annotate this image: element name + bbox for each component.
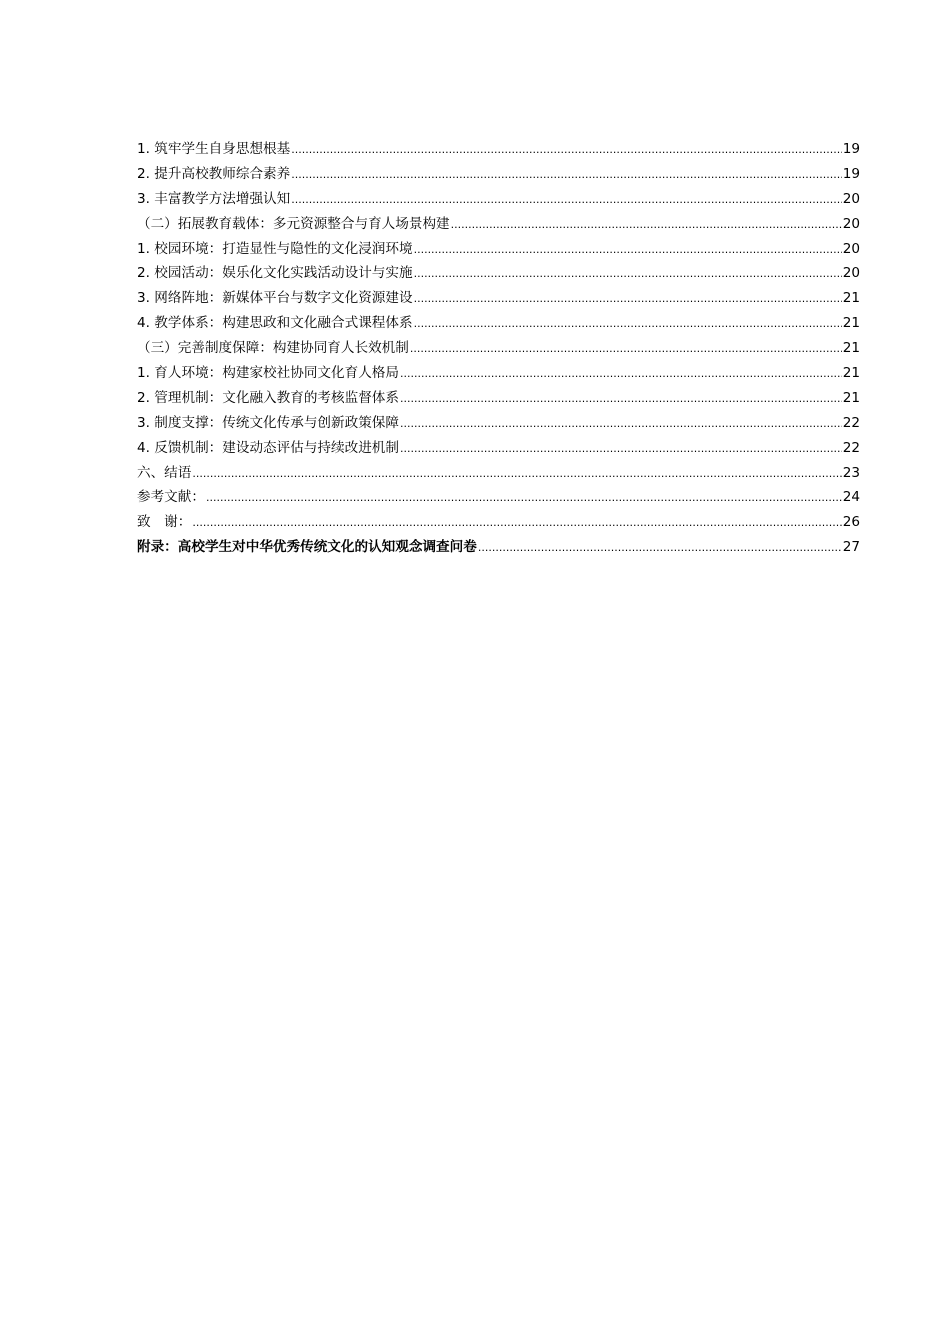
toc-dot-leader: [410, 336, 842, 362]
toc-dot-leader: [206, 485, 842, 511]
toc-entry[interactable]: [137, 187, 860, 212]
toc-dot-leader: [414, 237, 842, 263]
toc-entry-page: 21: [842, 315, 860, 332]
toc-entry[interactable]: [137, 461, 860, 486]
toc-entry[interactable]: [137, 411, 860, 436]
toc-entry-page: 20: [842, 190, 860, 207]
toc-dot-leader: [400, 411, 842, 437]
toc-dot-leader: [291, 162, 841, 188]
toc-entry-title: （三）完善制度保障：构建协同育人长效机制: [137, 340, 409, 357]
toc-entry[interactable]: [137, 510, 860, 535]
toc-entry[interactable]: [137, 436, 860, 461]
toc-entry-title: 3. 丰富教学方法增强认知: [137, 190, 291, 207]
toc-entry-title: 3. 制度支撑：传统文化传承与创新政策保障: [137, 414, 399, 431]
toc-entry-title: 附录：高校学生对中华优秀传统文化的认知观念调查问卷: [137, 539, 477, 556]
toc-entry-title: 参考文献：: [137, 489, 205, 506]
toc-dot-leader: [400, 436, 842, 462]
toc-dot-leader: [192, 461, 841, 487]
toc-dot-leader: [291, 187, 841, 213]
toc-entry-title: 2. 校园活动：娱乐化文化实践活动设计与实施: [137, 265, 413, 282]
toc-entry-title: 2. 提升高校教师综合素养: [137, 165, 291, 182]
toc-entry[interactable]: [137, 162, 860, 187]
toc-dot-leader: [414, 261, 842, 287]
toc-entry[interactable]: [137, 361, 860, 386]
toc-entry-page: 19: [842, 165, 860, 182]
toc-entry-page: 21: [842, 365, 860, 382]
toc-dot-leader: [400, 386, 842, 412]
toc-entry-page: 20: [842, 240, 860, 257]
toc-dot-leader: [192, 510, 841, 536]
toc-entry-title: 4. 反馈机制：建设动态评估与持续改进机制: [137, 439, 399, 456]
table-of-contents: [137, 137, 860, 560]
toc-entry-page: 21: [842, 290, 860, 307]
toc-entry-title: 1. 校园环境：打造显性与隐性的文化浸润环境: [137, 240, 413, 257]
toc-entry[interactable]: [137, 261, 860, 286]
toc-entry[interactable]: [137, 485, 860, 510]
toc-dot-leader: [291, 137, 841, 163]
toc-entry-title: 1. 育人环境：构建家校社协同文化育人格局: [137, 365, 399, 382]
toc-dot-leader: [414, 311, 842, 337]
toc-entry-page: 19: [842, 141, 860, 157]
toc-entry-page: 22: [842, 439, 860, 456]
toc-entry-page: 27: [842, 539, 860, 556]
toc-entry[interactable]: [137, 237, 860, 262]
toc-entry[interactable]: [137, 212, 860, 237]
toc-entry-title: 1. 筑牢学生自身思想根基: [137, 141, 291, 157]
toc-entry[interactable]: [137, 311, 860, 336]
toc-dot-leader: [414, 286, 842, 312]
toc-entry[interactable]: [137, 286, 860, 311]
toc-entry-title: 4. 教学体系：构建思政和文化融合式课程体系: [137, 315, 413, 332]
toc-entry-page: 20: [842, 215, 860, 232]
toc-dot-leader: [400, 361, 842, 387]
toc-entry-page: 24: [842, 489, 860, 506]
toc-entry-page: 21: [842, 389, 860, 406]
toc-entry[interactable]: [137, 386, 860, 411]
toc-entry-title: 六、结语: [137, 464, 192, 481]
toc-entry[interactable]: [137, 137, 860, 162]
toc-entry-appendix[interactable]: [137, 535, 860, 560]
toc-entry-page: 23: [842, 464, 860, 481]
toc-entry-page: 20: [842, 265, 860, 282]
toc-entry-title: 2. 管理机制：文化融入教育的考核监督体系: [137, 389, 399, 406]
toc-entry-title: 致 谢：: [137, 514, 192, 531]
toc-entry[interactable]: [137, 336, 860, 361]
toc-entry-title: （二）拓展教育载体：多元资源整合与育人场景构建: [137, 215, 450, 232]
toc-entry-page: 21: [842, 340, 860, 357]
toc-entry-title: 3. 网络阵地：新媒体平台与数字文化资源建设: [137, 290, 413, 307]
toc-dot-leader: [451, 212, 842, 238]
toc-dot-leader: [478, 535, 842, 561]
toc-entry-page: 22: [842, 414, 860, 431]
toc-entry-page: 26: [842, 514, 860, 531]
